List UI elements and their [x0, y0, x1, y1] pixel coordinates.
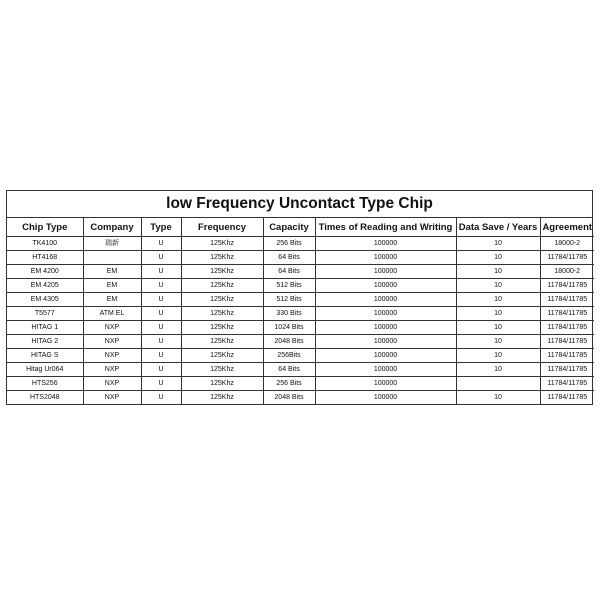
- table-cell: U: [141, 307, 181, 321]
- table-cell: 125Khz: [181, 237, 263, 251]
- table-cell: U: [141, 279, 181, 293]
- table-cell: 100000: [315, 293, 456, 307]
- table-cell: 512 Bits: [263, 293, 315, 307]
- table-cell: 125Khz: [181, 363, 263, 377]
- table-cell: NXP: [83, 363, 141, 377]
- table-row: [7, 279, 594, 293]
- table-cell: 100000: [315, 349, 456, 363]
- table-cell: 125Khz: [181, 349, 263, 363]
- table-row: [7, 307, 594, 321]
- table-cell: U: [141, 391, 181, 405]
- table-cell: [83, 251, 141, 265]
- table-body: [7, 237, 594, 405]
- table-cell: 18000-2: [540, 265, 594, 279]
- table-cell: 11784/11785: [540, 279, 594, 293]
- table-row: [7, 363, 594, 377]
- table-cell: 100000: [315, 307, 456, 321]
- table-cell: HITAG 1: [7, 321, 83, 335]
- table-cell: HTS256: [7, 377, 83, 391]
- table-cell: 100000: [315, 265, 456, 279]
- table-cell: 100000: [315, 377, 456, 391]
- table-cell: U: [141, 237, 181, 251]
- table-cell: 10: [456, 265, 540, 279]
- table-cell: EM: [83, 293, 141, 307]
- table-cell: T5577: [7, 307, 83, 321]
- table-cell: 18000-2: [540, 237, 594, 251]
- table-cell: 125Khz: [181, 377, 263, 391]
- table-cell: 125Khz: [181, 307, 263, 321]
- table-cell: TK4100: [7, 237, 83, 251]
- table-row: [7, 321, 594, 335]
- chip-spec-table: [7, 218, 594, 404]
- table-cell: HITAG S: [7, 349, 83, 363]
- table-cell: 10: [456, 293, 540, 307]
- table-cell: 125Khz: [181, 293, 263, 307]
- table-cell: 100000: [315, 251, 456, 265]
- table-cell: 100000: [315, 391, 456, 405]
- table-cell: 2048 Bits: [263, 391, 315, 405]
- table-cell: U: [141, 335, 181, 349]
- table-cell: 100000: [315, 363, 456, 377]
- table-cell: 10: [456, 335, 540, 349]
- column-header: Capacity: [263, 218, 315, 237]
- table-cell: 125Khz: [181, 251, 263, 265]
- table-cell: 512 Bits: [263, 279, 315, 293]
- table-cell: HTS2048: [7, 391, 83, 405]
- table-row: [7, 265, 594, 279]
- table-cell: 11784/11785: [540, 335, 594, 349]
- table-cell: 64 Bits: [263, 251, 315, 265]
- table-cell: 125Khz: [181, 265, 263, 279]
- table-cell: EM: [83, 265, 141, 279]
- table-cell: 2048 Bits: [263, 335, 315, 349]
- table-cell: 10: [456, 321, 540, 335]
- table-cell: Hitag Ur064: [7, 363, 83, 377]
- table-cell: 11784/11785: [540, 251, 594, 265]
- table-cell: NXP: [83, 349, 141, 363]
- table-cell: 10: [456, 307, 540, 321]
- table-cell: 10: [456, 279, 540, 293]
- column-header: Type: [141, 218, 181, 237]
- table-cell: 100000: [315, 237, 456, 251]
- column-header: Data Save / Years: [456, 218, 540, 237]
- table-row: [7, 293, 594, 307]
- table-cell: EM 4205: [7, 279, 83, 293]
- table-cell: 11784/11785: [540, 307, 594, 321]
- table-cell: 11784/11785: [540, 293, 594, 307]
- table-cell: 1024 Bits: [263, 321, 315, 335]
- table-cell: 330 Bits: [263, 307, 315, 321]
- table-cell: 125Khz: [181, 335, 263, 349]
- table-cell: 100000: [315, 335, 456, 349]
- table-row: [7, 377, 594, 391]
- table-title: low Frequency Uncontact Type Chip: [7, 191, 592, 218]
- column-header: Times of Reading and Writing: [315, 218, 456, 237]
- table-cell: [456, 377, 540, 391]
- column-header: Frequency: [181, 218, 263, 237]
- table-row: [7, 391, 594, 405]
- header-row: [7, 218, 594, 237]
- table-cell: 10: [456, 237, 540, 251]
- table-cell: EM 4200: [7, 265, 83, 279]
- table-cell: U: [141, 321, 181, 335]
- table-cell: 11784/11785: [547, 394, 588, 401]
- table-cell: U: [141, 293, 181, 307]
- table-cell: EM 4305: [7, 293, 83, 307]
- table-cell: 64 Bits: [263, 363, 315, 377]
- table-cell: 100000: [315, 321, 456, 335]
- table-cell: EM: [83, 279, 141, 293]
- table-cell: 100000: [315, 279, 456, 293]
- table-cell: NXP: [83, 377, 141, 391]
- table-cell: 125Khz: [181, 391, 263, 405]
- table-cell: U: [141, 377, 181, 391]
- table-cell: NXP: [83, 335, 141, 349]
- table-cell: 11784/11785: [540, 363, 594, 377]
- table-cell: 125Khz: [181, 279, 263, 293]
- table-row: [7, 349, 594, 363]
- table-cell: 11784/11785: [540, 377, 594, 391]
- table-cell: 256Bits: [263, 349, 315, 363]
- table-cell: 10: [456, 391, 540, 405]
- table-cell: 64 Bits: [263, 265, 315, 279]
- table-row: [7, 237, 594, 251]
- table-cell: HITAG 2: [7, 335, 83, 349]
- column-header: Company: [83, 218, 141, 237]
- chip-spec-table-panel: [6, 190, 593, 405]
- table-cell: 256 Bits: [263, 237, 315, 251]
- table-cell: 瑞新: [83, 237, 141, 251]
- table-row: [7, 251, 594, 265]
- column-header: Agreement: [540, 218, 594, 237]
- table-cell: NXP: [83, 391, 141, 405]
- table-cell: HT4168: [7, 251, 83, 265]
- table-row: [7, 335, 594, 349]
- table-cell: 10: [456, 349, 540, 363]
- table-cell: 11784/11785: [540, 349, 594, 363]
- table-cell: U: [141, 349, 181, 363]
- table-cell: U: [141, 265, 181, 279]
- column-header: Chip Type: [7, 218, 83, 237]
- table-cell: 256 Bits: [263, 377, 315, 391]
- table-cell: ATM EL: [83, 307, 141, 321]
- table-cell: 10: [456, 251, 540, 265]
- table-cell: U: [141, 363, 181, 377]
- table-cell: 125Khz: [181, 321, 263, 335]
- table-cell: U: [141, 251, 181, 265]
- table-cell: NXP: [83, 321, 141, 335]
- table-cell: 10: [456, 363, 540, 377]
- table-cell: 11784/11785: [540, 321, 594, 335]
